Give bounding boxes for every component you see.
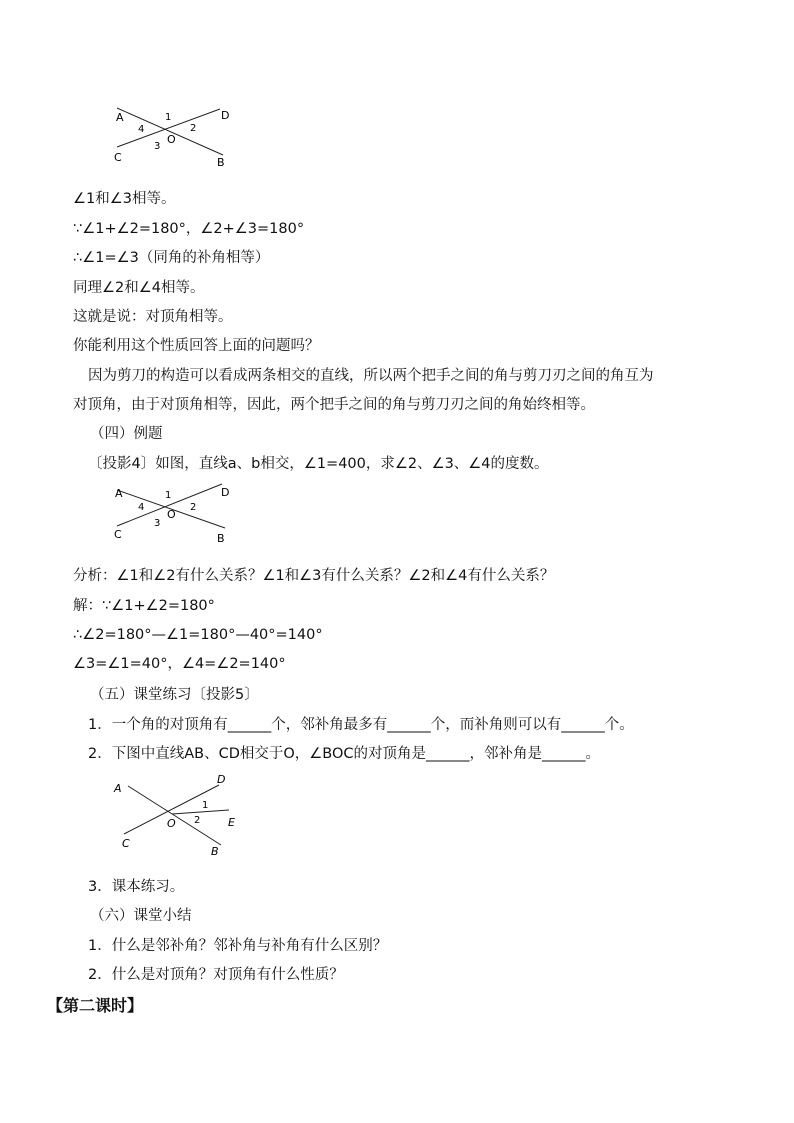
text-line: ∠3=∠1=40°，∠4=∠2=140° — [73, 656, 286, 672]
figure-intersecting-lines-2 — [105, 478, 245, 548]
figure-lines-with-ray — [108, 768, 248, 858]
summary-question: 1．什么是邻补角？邻补角与补角有什么区别？ — [88, 938, 388, 954]
label-d: D — [217, 773, 226, 786]
angle-2: 2 — [190, 123, 197, 134]
text-line: ∵∠1+∠2=180°，∠2+∠3=180° — [73, 221, 305, 237]
text-line: 这就是说：对顶角相等。 — [73, 309, 233, 325]
label-a: A — [116, 111, 124, 124]
angle-1: 1 — [165, 490, 172, 501]
ray-oe — [172, 810, 229, 814]
angle-3: 3 — [154, 141, 161, 152]
label-b: B — [217, 532, 225, 545]
label-o: O — [167, 817, 176, 830]
angle-3: 3 — [154, 518, 161, 529]
angle-2: 2 — [194, 815, 201, 826]
angle-1: 1 — [165, 112, 172, 123]
section-heading: （四）例题 — [90, 426, 163, 442]
angle-1: 1 — [202, 800, 209, 811]
label-c: C — [114, 528, 122, 541]
text-line: 你能利用这个性质回答上面的问题吗？ — [73, 338, 320, 354]
section-heading: （五）课堂练习〔投影5〕 — [90, 687, 259, 703]
exercise-question: 1．一个角的对顶角有______个，邻补角最多有______个，而补角则可以有______个。 — [88, 717, 634, 733]
text-line: 分析：∠1和∠2有什么关系？∠1和∠3有什么关系？∠2和∠4有什么关系？ — [73, 568, 555, 584]
label-a: A — [115, 487, 123, 500]
label-a: A — [114, 782, 122, 795]
text-line: 解：∵∠1+∠2=180° — [73, 598, 215, 614]
label-c: C — [114, 151, 122, 164]
text-line: ∴∠2=180°—∠1=180°—40°=140° — [73, 627, 323, 643]
label-e: E — [228, 816, 235, 829]
label-o: O — [167, 133, 176, 146]
figure-intersecting-lines-1 — [105, 100, 245, 170]
section-heading: （六）课堂小结 — [90, 908, 192, 924]
text-line: 对顶角，由于对顶角相等，因此，两个把手之间的角与剪刀刃之间的角始终相等。 — [73, 397, 595, 413]
angle-2: 2 — [190, 502, 197, 513]
line-ab — [128, 786, 221, 845]
label-c: C — [122, 837, 130, 850]
label-d: D — [221, 109, 230, 122]
label-o: O — [167, 508, 176, 521]
label-b: B — [217, 156, 225, 169]
exercise-question: 3．课本练习。 — [88, 879, 185, 895]
exercise-question: 2．下图中直线AB、CD相交于O，∠BOC的对顶角是______，邻补角是______。 — [88, 746, 601, 762]
angle-4: 4 — [138, 502, 145, 513]
summary-question: 2．什么是对顶角？对顶角有什么性质？ — [88, 967, 344, 983]
text-line: 同理∠2和∠4相等。 — [73, 280, 205, 296]
text-line: 〔投影4〕如图，直线a、b相交，∠1=400，求∠2、∠3、∠4的度数。 — [88, 456, 549, 472]
section-title: 【第二课时】 — [47, 996, 144, 1015]
label-d: D — [221, 486, 230, 499]
text-line: 因为剪刀的构造可以看成两条相交的直线，所以两个把手之间的角与剪刀刃之间的角互为 — [88, 368, 654, 384]
label-b: B — [211, 845, 219, 858]
angle-4: 4 — [138, 124, 145, 135]
text-line: ∴∠1=∠3（同角的补角相等） — [73, 250, 270, 266]
text-line: ∠1和∠3相等。 — [73, 191, 176, 207]
